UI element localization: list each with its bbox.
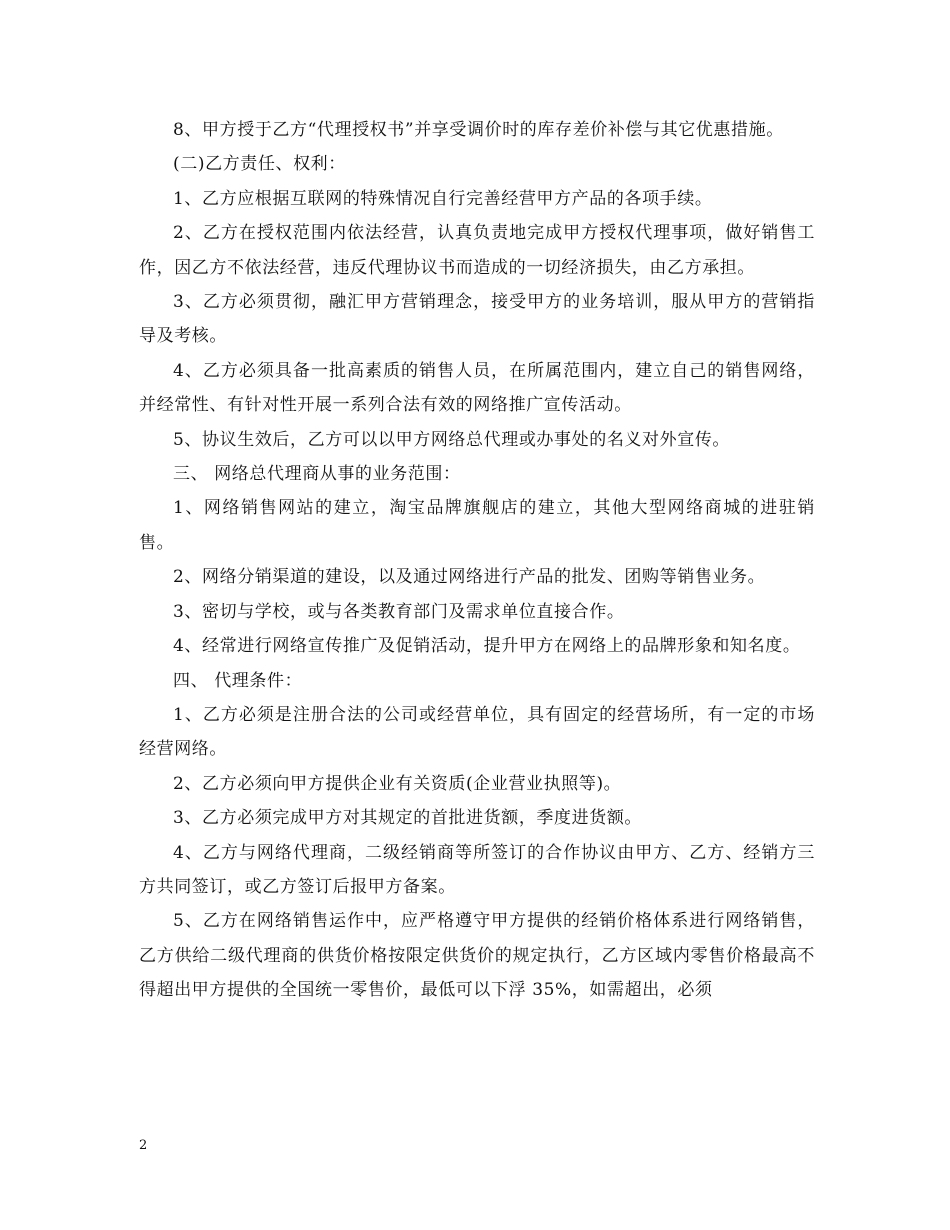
paragraph-b-1: 1、乙方应根据互联网的特殊情况自行完善经营甲方产品的各项手续。 xyxy=(173,188,713,209)
paragraph-b-5: 5、协议生效后，乙方可以以甲方网络总代理或办事处的名义对外宣传。 xyxy=(173,429,731,450)
paragraph-condition-2: 2、乙方必须向甲方提供企业有关资质(企业营业执照等)。 xyxy=(173,773,622,794)
paragraph-heading-agency-conditions: 四、 代理条件： xyxy=(173,670,303,691)
page-number: 2 xyxy=(139,1138,148,1153)
paragraph-b-2: 2、乙方在授权范围内依法经营，认真负责地完成甲方授权代理事项，做好销售工作，因乙方不依法经营，违反代理协议书而造成的一切经济损失，由乙方承担。 xyxy=(139,223,815,278)
document-body xyxy=(139,113,815,1008)
paragraph-clause-8: 8、甲方授于乙方“代理授权书”并享受调价时的库存差价补偿与其它优惠措施。 xyxy=(173,120,784,140)
paragraph-b-4: 4、乙方必须具备一批高素质的销售人员，在所属范围内，建立自己的销售网络，并经常性、有针对性开展一系列合法有效的网络推广宣传活动。 xyxy=(139,360,815,416)
paragraph-heading-party-b-responsibilities: (二)乙方责任、权利： xyxy=(173,154,346,175)
paragraph-condition-3: 3、乙方必须完成甲方对其规定的首批进货额，季度进货额。 xyxy=(173,808,643,829)
paragraph-scope-4: 4、经常进行网络宣传推广及促销活动，提升甲方在网络上的品牌形象和知名度。 xyxy=(173,636,801,657)
paragraph-heading-business-scope: 三、 网络总代理商从事的业务范围： xyxy=(173,464,461,485)
paragraph-condition-1: 1、乙方必须是注册合法的公司或经营单位，具有固定的经营场所，有一定的市场经营网络。 xyxy=(139,704,815,760)
paragraph-scope-1: 1、网络销售网站的建立，淘宝品牌旗舰店的建立，其他大型网络商城的进驻销售。 xyxy=(139,498,815,553)
paragraph-condition-5: 5、乙方在网络销售运作中，应严格遵守甲方提供的经销价格体系进行网络销售，乙方供给二级代理商的供货价格按限定供货价的规定执行，乙方区域内零售价格最高不得超出甲方提供的全国统一零售价，最低可以下浮 35%，如需超出，必须 xyxy=(139,911,815,1001)
paragraph-b-3: 3、乙方必须贯彻，融汇甲方营销理念，接受甲方的业务培训，服从甲方的营销指导及考核。 xyxy=(139,292,815,347)
paragraph-scope-3: 3、密切与学校，或与各类教育部门及需求单位直接合作。 xyxy=(173,601,625,622)
paragraph-scope-2: 2、网络分销渠道的建设，以及通过网络进行产品的批发、团购等销售业务。 xyxy=(173,567,766,588)
paragraph-condition-4: 4、乙方与网络代理商，二级经销商等所签订的合作协议由甲方、乙方、经销方三方共同签订，或乙方签订后报甲方备案。 xyxy=(139,842,815,897)
